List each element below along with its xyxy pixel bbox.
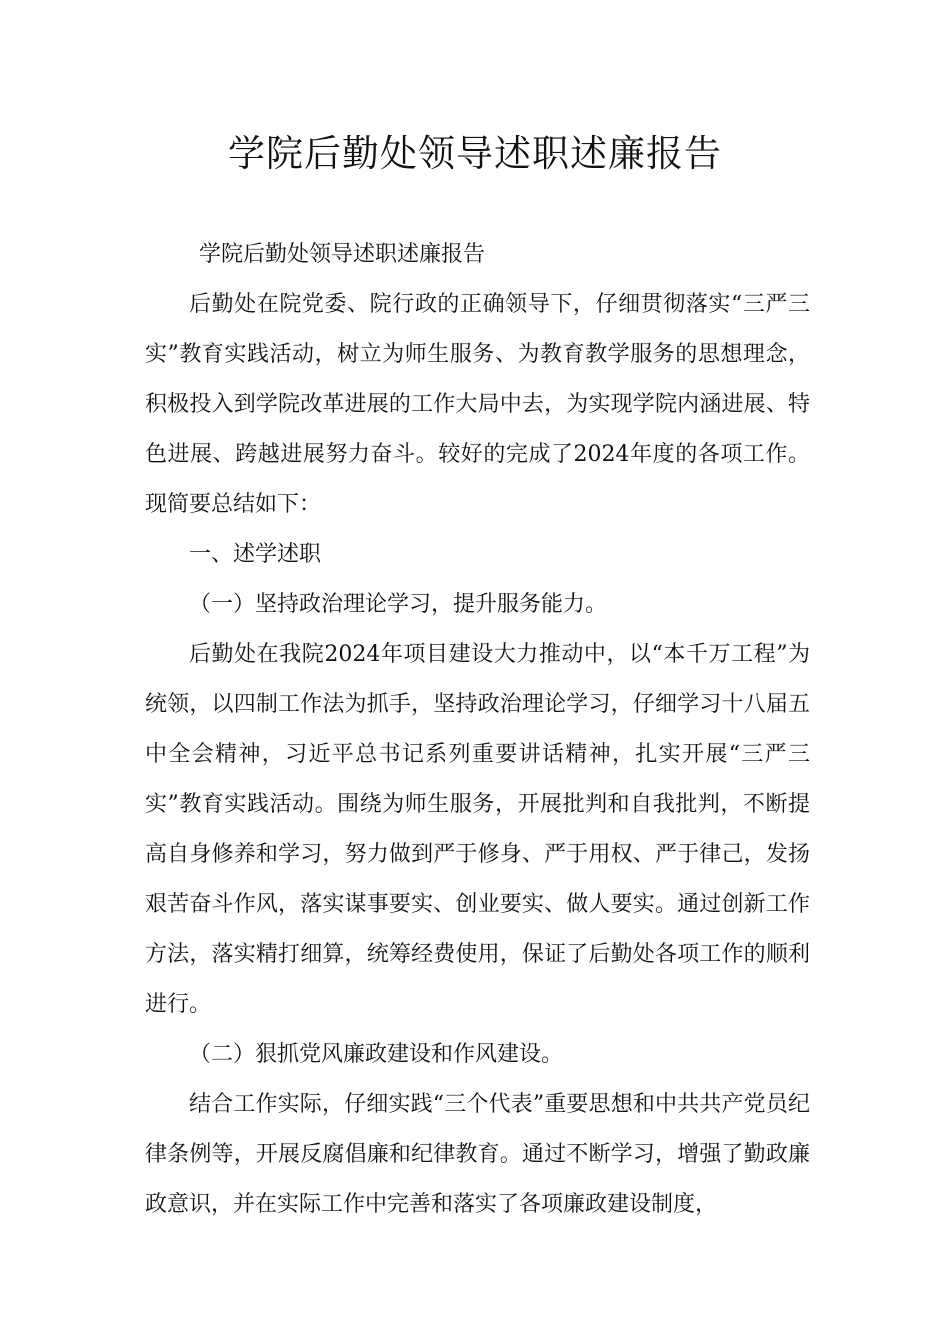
- document-title: 学院后勤处领导述职述廉报告: [228, 132, 722, 175]
- paragraph-study: 后勤处在我院2024年项目建设大力推动中，以“本千万工程”为统领，以四制工作法为抓手，坚持政治理论学习，仔细学习十八届五中全会精神，习近平总书记系列重要讲话精神，扎实开展“三严三实”教育实践活动。围绕为师生服务，开展批判和自我批判，不断提高自身修养和学习，努力做到严于修身、严于用权、严于律己，发扬艰苦奋斗作风，落实谋事要实、创业要实、做人要实。通过创新工作方法，落实精打细算，统筹经费使用，保证了后勤处各项工作的顺利进行。: [145, 642, 810, 1017]
- section-heading-1: 一、述学述职: [189, 542, 322, 567]
- document-body: [145, 230, 810, 1230]
- subsection-heading-2: （二）狠抓党风廉政建设和作风建设。: [189, 1042, 564, 1067]
- document-subtitle: 学院后勤处领导述职述廉报告: [199, 242, 486, 267]
- paragraph-intro: 后勤处在院党委、院行政的正确领导下，仔细贯彻落实“三严三实”教育实践活动，树立为师生服务、为教育教学服务的思想理念，积极投入到学院改革进展的工作大局中去，为实现学院内涵进展、特色进展、跨越进展努力奋斗。较好的完成了2024年度的各项工作。现简要总结如下：: [145, 292, 810, 517]
- subsection-heading-1: （一）坚持政治理论学习，提升服务能力。: [189, 592, 608, 617]
- paragraph-integrity: 结合工作实际，仔细实践“三个代表”重要思想和中共共产党员纪律条例等，开展反腐倡廉和纪律教育。通过不断学习，增强了勤政廉政意识，并在实际工作中完善和落实了各项廉政建设制度，: [145, 1092, 810, 1217]
